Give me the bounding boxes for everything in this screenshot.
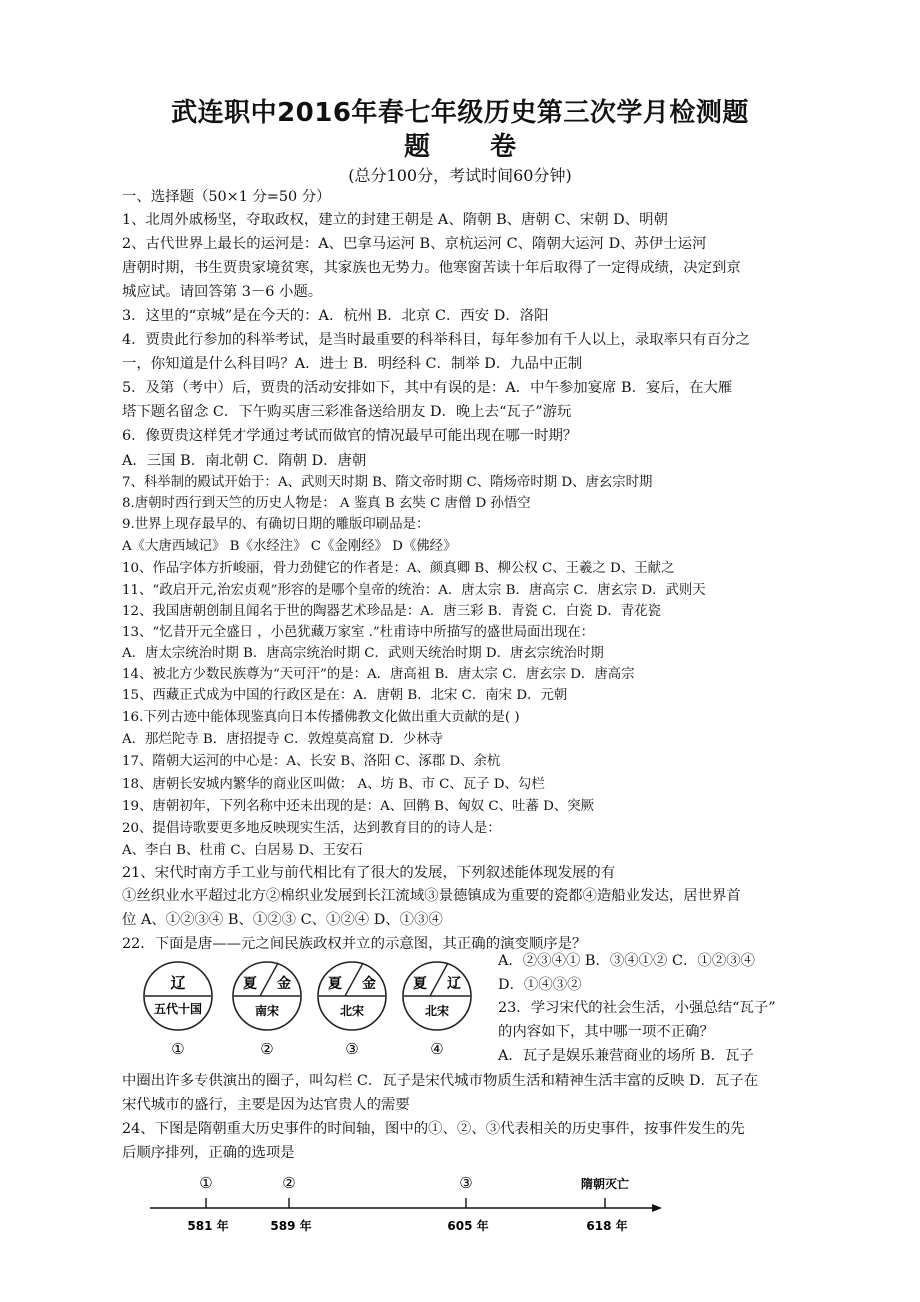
page-subtitle: 题卷 (403, 132, 576, 162)
question-line: 13、“忆昔开元全盛日 ，小邑犹藏万家室 .”杜甫诗中所描写的盛世局面出现在： (122, 625, 594, 640)
timeline-arrow (652, 1204, 662, 1212)
circle-1-num: ① (171, 1040, 185, 1058)
timeline-mark-1: ① (199, 1174, 213, 1192)
question-line: 22．下面是唐——元之间民族政权并立的示意图，其正确的演变顺序是？ (122, 936, 587, 952)
timeline-mark-3: ③ (459, 1174, 473, 1192)
question-line: 后顺序排列，正确的选项是 (122, 1145, 295, 1161)
circle-4-right: 辽 (447, 976, 461, 992)
question-line: 7、科举制的殿试开始于：A、武则天时期 B、隋文帝时期 C、隋炀帝时期 D、唐玄宗时期 (122, 475, 653, 490)
question-line: 15、西藏正式成为中国的行政区是在：A．唐朝 B．北宋 C．南宋 D．元朝 (122, 688, 568, 703)
q23-line-2: 的内容如下，其中哪一项不正确？ (498, 1024, 714, 1040)
question-line: 20、提倡诗歌要更多地反映现实生活，达到教育目的的诗人是： (122, 821, 501, 836)
question-line: 唐朝时期，书生贾贵家境贫寒，其家族也无势力。他寒窗苦读十年后取得了一定得成绩，决定到京 (122, 260, 741, 276)
circle-3-num: ③ (345, 1040, 359, 1058)
circle-3-bottom: 北宋 (339, 1004, 365, 1018)
q22-options-2: D．①④③② (498, 977, 582, 993)
question-line: 24、下图是隋朝重大历史事件的时间轴，图中的①、②、③代表相关的历史事件，按事件发生的先 (122, 1121, 745, 1137)
question-line: 11、“政启开元,治宏贞观”形容的是哪个皇帝的统治：A．唐太宗 B．唐高宗 C．唐玄宗 D．武则天 (122, 583, 706, 598)
question-line: 城应试。请回答第 3－6 小题。 (122, 284, 323, 300)
q23-line-1: 23．学习宋代的社会生活，小强总结“瓦子” (498, 1000, 776, 1016)
circle-4 (403, 962, 471, 1030)
question-line: 塔下题名留念 C．下午购买唐三彩准备送给朋友 D．晚上去“瓦子”游玩 (122, 404, 572, 420)
circle-2-left: 夏 (243, 976, 257, 992)
question-line: 17、隋朝大运河的中心是：A、长安 B、洛阳 C、涿郡 D、余杭 (122, 754, 501, 769)
regime-circles-diagram (140, 960, 480, 1060)
question-line: ①丝织业水平超过北方②棉织业发展到长江流域③景德镇成为重要的瓷都④造船业发达，居世界首 (122, 888, 741, 904)
question-line: 4．贾贵此行参加的科举考试，是当时最重要的科举科目，每年参加有千人以上，录取率只有百分之 (122, 332, 750, 348)
question-line: 14、被北方少数民族尊为“天可汗”的是：A．唐高祖 B．唐太宗 C．唐玄宗 D．唐高宗 (122, 667, 635, 682)
circle-1 (144, 962, 212, 1030)
question-line: 5．及第（考中）后，贾贵的活动安排如下，其中有误的是：A．中午参加宴席 B．宴后，在大雁 (122, 380, 733, 396)
question-line: 16.下列古迹中能体现鉴真向日本传播佛教文化做出重大贡献的是( ) (122, 710, 520, 725)
question-line: 中圈出许多专供演出的圈子，叫勾栏 C．瓦子是宋代城市物质生活和精神生活丰富的反映 D．瓦子在 (122, 1073, 759, 1089)
circle-2-right: 金 (277, 976, 291, 992)
question-line: A《大唐西域记》 B《水经注》 C《金刚经》 D《佛经》 (122, 539, 457, 554)
question-line: A、李白 B、杜甫 C、白居易 D、王安石 (122, 843, 363, 858)
question-line: 9.世界上现存最早的、有确切日期的雕版印刷品是： (122, 517, 430, 532)
circle-2 (233, 962, 301, 1030)
page-title: 武连职中2016年春七年级历史第三次学月检测题 (171, 98, 749, 128)
question-line: 1、北周外戚杨坚，夺取政权，建立的封建王朝是 A、隋朝 B、唐朝 C、宋朝 D、明朝 (122, 212, 668, 228)
question-line: 19、唐朝初年，下列名称中还未出现的是：A、回鹘 B、匈奴 C、吐蕃 D、突厥 (122, 799, 595, 814)
question-line: 6．像贾贵这样凭才学通过考试而做官的情况最早可能出现在哪一时期？ (122, 428, 578, 444)
circle-1-bottom: 五代十国 (153, 1002, 203, 1016)
timeline-mark-4: 隋朝灭亡 (580, 1177, 630, 1191)
timeline-mark-2: ② (282, 1174, 296, 1192)
timeline-year-2: 589 年 (270, 1219, 312, 1233)
question-line: 宋代城市的盛行，主要是因为达官贵人的需要 (122, 1097, 410, 1113)
sui-timeline (146, 1168, 666, 1238)
circle-2-bottom: 南宋 (254, 1004, 280, 1018)
circle-4-num: ④ (430, 1040, 444, 1058)
timeline-year-3: 605 年 (447, 1219, 489, 1233)
q22-options-1: A．②③④① B．③④①② C．①②③④ (498, 953, 755, 969)
circle-2-num: ② (260, 1040, 274, 1058)
question-line: 10、作品字体方折峻丽，骨力劲健它的作者是：A、颜真卿 B、柳公权 C、王羲之 D、王献之 (122, 561, 675, 576)
circle-1-top: 辽 (170, 974, 186, 992)
question-line: 18、唐朝长安城内繁华的商业区叫做： A、坊 B、市 C、瓦子 D、勾栏 (122, 777, 545, 792)
question-line: A．那烂陀寺 B．唐招提寺 C．敦煌莫高窟 D．少林寺 (122, 732, 444, 747)
question-line: A．唐太宗统治时期 B．唐高宗统治时期 C．武则天统治时期 D．唐玄宗统治时期 (122, 646, 604, 661)
q23-line-3: A．瓦子是娱乐兼营商业的场所 B．瓦子 (498, 1048, 754, 1064)
exam-note: (总分100分，考试时间60分钟) (348, 166, 572, 185)
question-line: 位 A、①②③④ B、①②③ C、①②④ D、①③④ (122, 912, 443, 928)
circle-4-left: 夏 (413, 976, 427, 992)
question-line: 3．这里的“京城”是在今天的：A．杭州 B．北京 C．西安 D．洛阳 (122, 308, 549, 324)
question-line: 21、宋代时南方手工业与前代相比有了很大的发展，下列叙述能体现发展的有 (122, 865, 616, 881)
question-line: 12、我国唐朝创制且闻名于世的陶器艺术珍品是：A．唐三彩 B．青瓷 C．白瓷 D．青花瓷 (122, 604, 661, 619)
question-line: 一、选择题（50×1 分=50 分） (122, 189, 331, 205)
circle-3 (318, 962, 386, 1030)
question-line: 一，你知道是什么科目吗？A．进士 B．明经科 C．制举 D．九品中正制 (122, 356, 583, 372)
circle-4-bottom: 北宋 (424, 1004, 450, 1018)
circle-3-left: 夏 (328, 976, 342, 992)
circle-3-right: 金 (362, 976, 376, 992)
timeline-year-1: 581 年 (187, 1219, 229, 1233)
timeline-year-4: 618 年 (586, 1219, 628, 1233)
question-line: 2、古代世界上最长的运河是：A、巴拿马运河 B、京杭运河 C、隋朝大运河 D、苏伊士运河 (122, 236, 707, 252)
question-line: A．三国 B．南北朝 C．隋朝 D．唐朝 (122, 453, 367, 469)
question-line: 8.唐朝时西行到天竺的历史人物是： A 鉴真 B 玄奘 C 唐僧 D 孙悟空 (122, 496, 531, 511)
